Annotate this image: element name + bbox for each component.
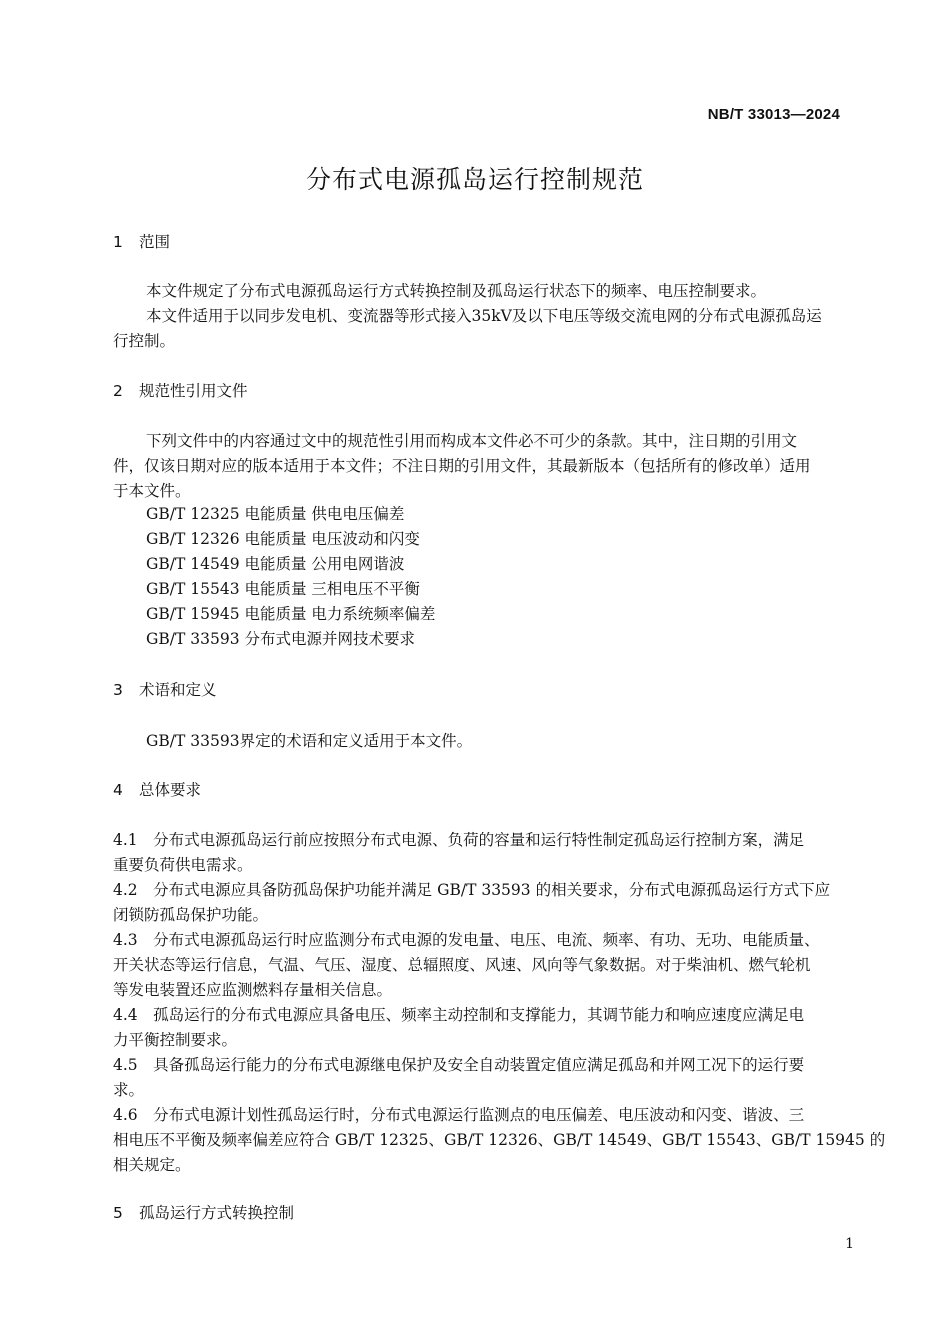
paragraph-line: 本文件适用于以同步发电机、变流器等形式接入35kV及以下电压等级交流电网的分布式电源孤岛运 [146,307,822,325]
section-number: 5 [113,1204,123,1222]
clause-line: 力平衡控制要求。 [113,1031,238,1049]
section-title: 术语和定义 [139,681,217,699]
clause-line: 等发电装置还应监测燃料存量相关信息。 [113,981,393,999]
paragraph-line: 本文件规定了分布式电源孤岛运行方式转换控制及孤岛运行状态下的频率、电压控制要求。 [146,282,767,300]
clause-line: 相电压不平衡及频率偏差应符合 GB/T 12325、GB/T 12326、GB/T 14549、GB/T 15543、GB/T 15945 的 [113,1131,886,1149]
reference-item: GB/T 15945 电能质量 电力系统频率偏差 [146,605,436,623]
section-2-heading [113,379,248,401]
document-title: 分布式电源孤岛运行控制规范 [305,165,644,194]
standard-number: NB/T 33013—2024 [707,106,840,123]
section-title: 孤岛运行方式转换控制 [139,1204,295,1222]
reference-item: GB/T 14549 电能质量 公用电网谐波 [146,555,405,573]
paragraph-line: GB/T 33593界定的术语和定义适用于本文件。 [146,732,473,750]
clause-line: 相关规定。 [113,1156,191,1174]
section-number: 3 [113,681,123,699]
clause-line: 4.1 分布式电源孤岛运行前应按照分布式电源、负荷的容量和运行特性制定孤岛运行控制方案，满足 [113,831,805,849]
reference-item: GB/T 33593 分布式电源并网技术要求 [146,630,415,648]
section-number: 4 [113,781,123,799]
section-title: 总体要求 [139,781,202,799]
section-number: 1 [113,233,123,251]
section-title: 规范性引用文件 [139,382,248,400]
section-4-heading [113,778,201,800]
clause-line: 4.6 分布式电源计划性孤岛运行时，分布式电源运行监测点的电压偏差、电压波动和闪变、谐波、三 [113,1106,805,1124]
clause-line: 开关状态等运行信息，气温、气压、湿度、总辐照度、风速、风向等气象数据。对于柴油机、燃气轮机 [113,956,811,974]
clause-line: 闭锁防孤岛保护功能。 [113,906,269,924]
paragraph-line: 件，仅该日期对应的版本适用于本文件；不注日期的引用文件，其最新版本（包括所有的修改单）适用 [113,457,811,475]
reference-item: GB/T 15543 电能质量 三相电压不平衡 [146,580,420,598]
section-5-heading [113,1201,294,1223]
section-number: 2 [113,382,123,400]
clause-line: 4.5 具备孤岛运行能力的分布式电源继电保护及安全自动装置定值应满足孤岛和并网工况下的运行要 [113,1056,805,1074]
paragraph-line: 于本文件。 [113,482,191,500]
reference-item: GB/T 12326 电能质量 电压波动和闪变 [146,530,420,548]
clause-line: 求。 [113,1081,145,1099]
paragraph-line: 行控制。 [113,332,176,350]
paragraph-line: 下列文件中的内容通过文中的规范性引用而构成本文件必不可少的条款。其中，注日期的引用文 [146,432,798,450]
section-1-heading [113,230,170,252]
clause-line: 重要负荷供电需求。 [113,856,253,874]
section-3-heading [113,678,217,700]
clause-line: 4.4 孤岛运行的分布式电源应具备电压、频率主动控制和支撑能力，其调节能力和响应速度应满足电 [113,1006,805,1024]
page-number: 1 [845,1236,854,1252]
clause-line: 4.2 分布式电源应具备防孤岛保护功能并满足 GB/T 33593 的相关要求，分布式电源孤岛运行方式下应 [113,881,831,899]
reference-item: GB/T 12325 电能质量 供电电压偏差 [146,505,405,523]
clause-line: 4.3 分布式电源孤岛运行时应监测分布式电源的发电量、电压、电流、频率、有功、无功、电能质量、 [113,931,820,949]
section-title: 范围 [139,233,171,251]
